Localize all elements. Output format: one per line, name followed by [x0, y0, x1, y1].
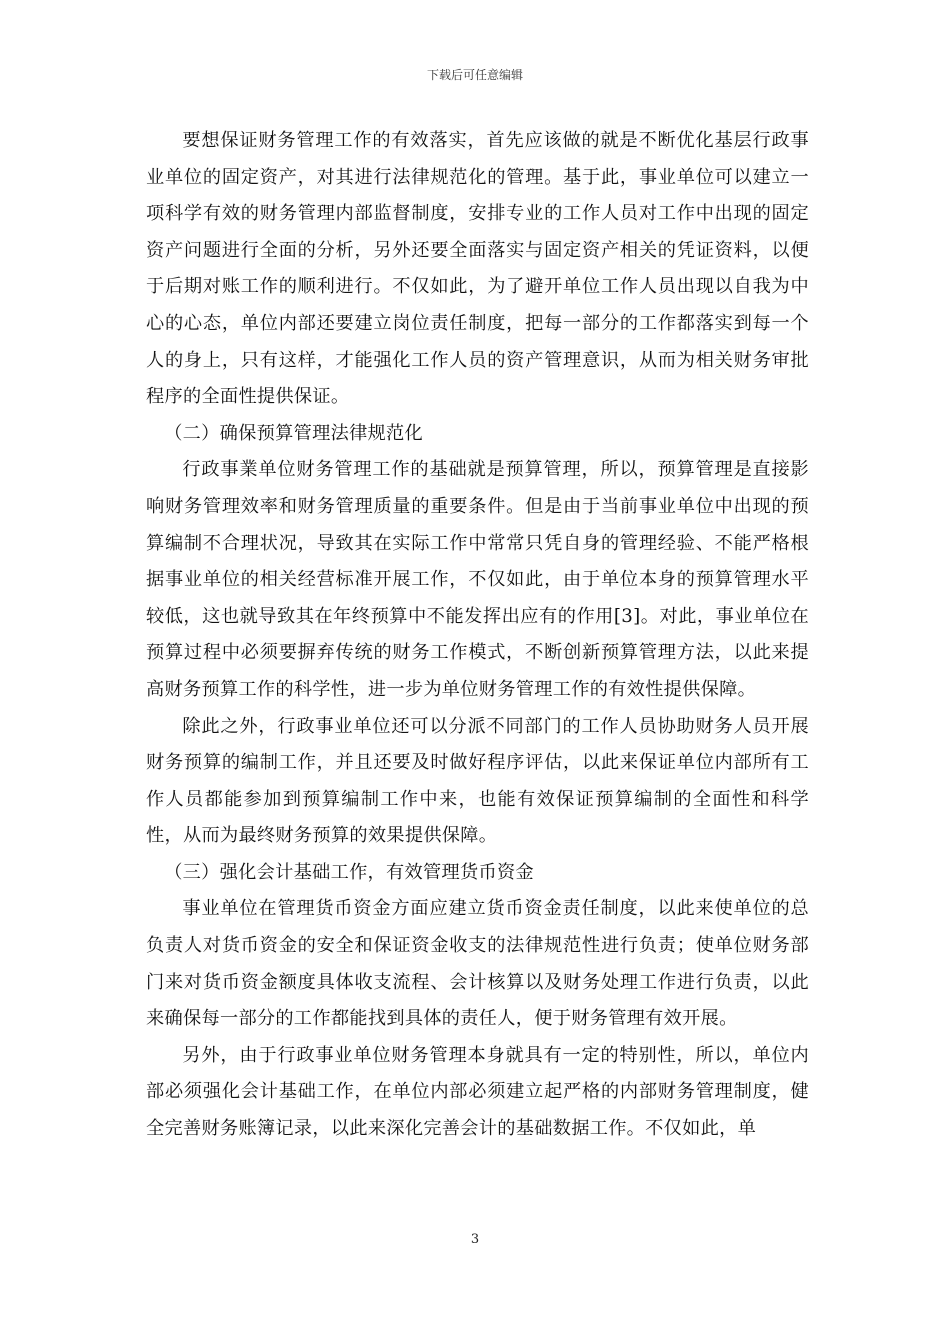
paragraph-fixed-assets: 要想保证财务管理工作的有效落实，首先应该做的就是不断优化基层行政事业单位的固定资产，对其进行法律规范化的管理。基于此，事业单位可以建立一项科学有效的财务管理内部监督制度，安排专业的工作人员对工作中出现的固定资产问题进行全面的分析，另外还要全面落实与固定资产相关的凭证资料，以便于后期对账工作的顺利进行。不仅如此，为了避开单位工作人员出现以自我为中心的心态，单位内部还要建立岗位责任制度，把每一部分的工作都落实到每一个人的身上，只有这样，才能强化工作人员的资产管理意识，从而为相关财务审批程序的全面性提供保证。 — [146, 130, 809, 408]
page-number: 3 — [470, 1232, 480, 1247]
page-header: 下载后可任意编辑 — [426, 68, 523, 82]
paragraph-monetary-funds: 事业单位在管理货币资金方面应建立货币资金责任制度，以此来使单位的总负责人对货币资金的安全和保证资金收支的法律规范性进行负责；使单位财务部门来对货币资金额度具体收支流程、会计核算以及财务处理工作进行负责，以此来确保每一部分的工作都能找到具体的责任人，便于财务管理有效开展。 — [146, 898, 809, 1030]
document-body — [146, 123, 809, 1148]
paragraph-budget-management: 行政事業单位财务管理工作的基础就是预算管理，所以，预算管理是直接影响财务管理效率和财务管理质量的重要条件。但是由于当前事业单位中出现的预算编制不合理状况，导致其在实际工作中常常只凭自身的管理经验、不能严格根据事业单位的相关经营标准开展工作，不仅如此，由于单位本身的预算管理水平较低，这也就导致其在年终预算中不能发挥出应有的作用[3]。对此，事业单位在预算过程中必须要摒弃传统的财务工作模式，不断创新预算管理方法，以此来提高财务预算工作的科学性，进一步为单位财务管理工作的有效性提供保障。 — [146, 459, 809, 700]
section-heading-accounting: （三）强化会计基础工作，有效管理货币资金 — [164, 861, 534, 883]
paragraph-accounting-basis: 另外，由于行政事业单位财务管理本身就具有一定的特别性，所以，单位内部必须强化会计基础工作，在单位内部必须建立起严格的内部财务管理制度，健全完善财务账簿记录，以此来深化完善会计的基础数据工作。不仅如此，单 — [146, 1044, 809, 1140]
paragraph-budget-staffing: 除此之外，行政事业单位还可以分派不同部门的工作人员协助财务人员开展财务预算的编制工作，并且还要及时做好程序评估，以此来保证单位内部所有工作人员都能参加到预算编制工作中来，也能有效保证预算编制的全面性和科学性，从而为最终财务预算的效果提供保障。 — [146, 715, 809, 847]
section-heading-budget: （二）确保预算管理法律规范化 — [164, 422, 424, 444]
